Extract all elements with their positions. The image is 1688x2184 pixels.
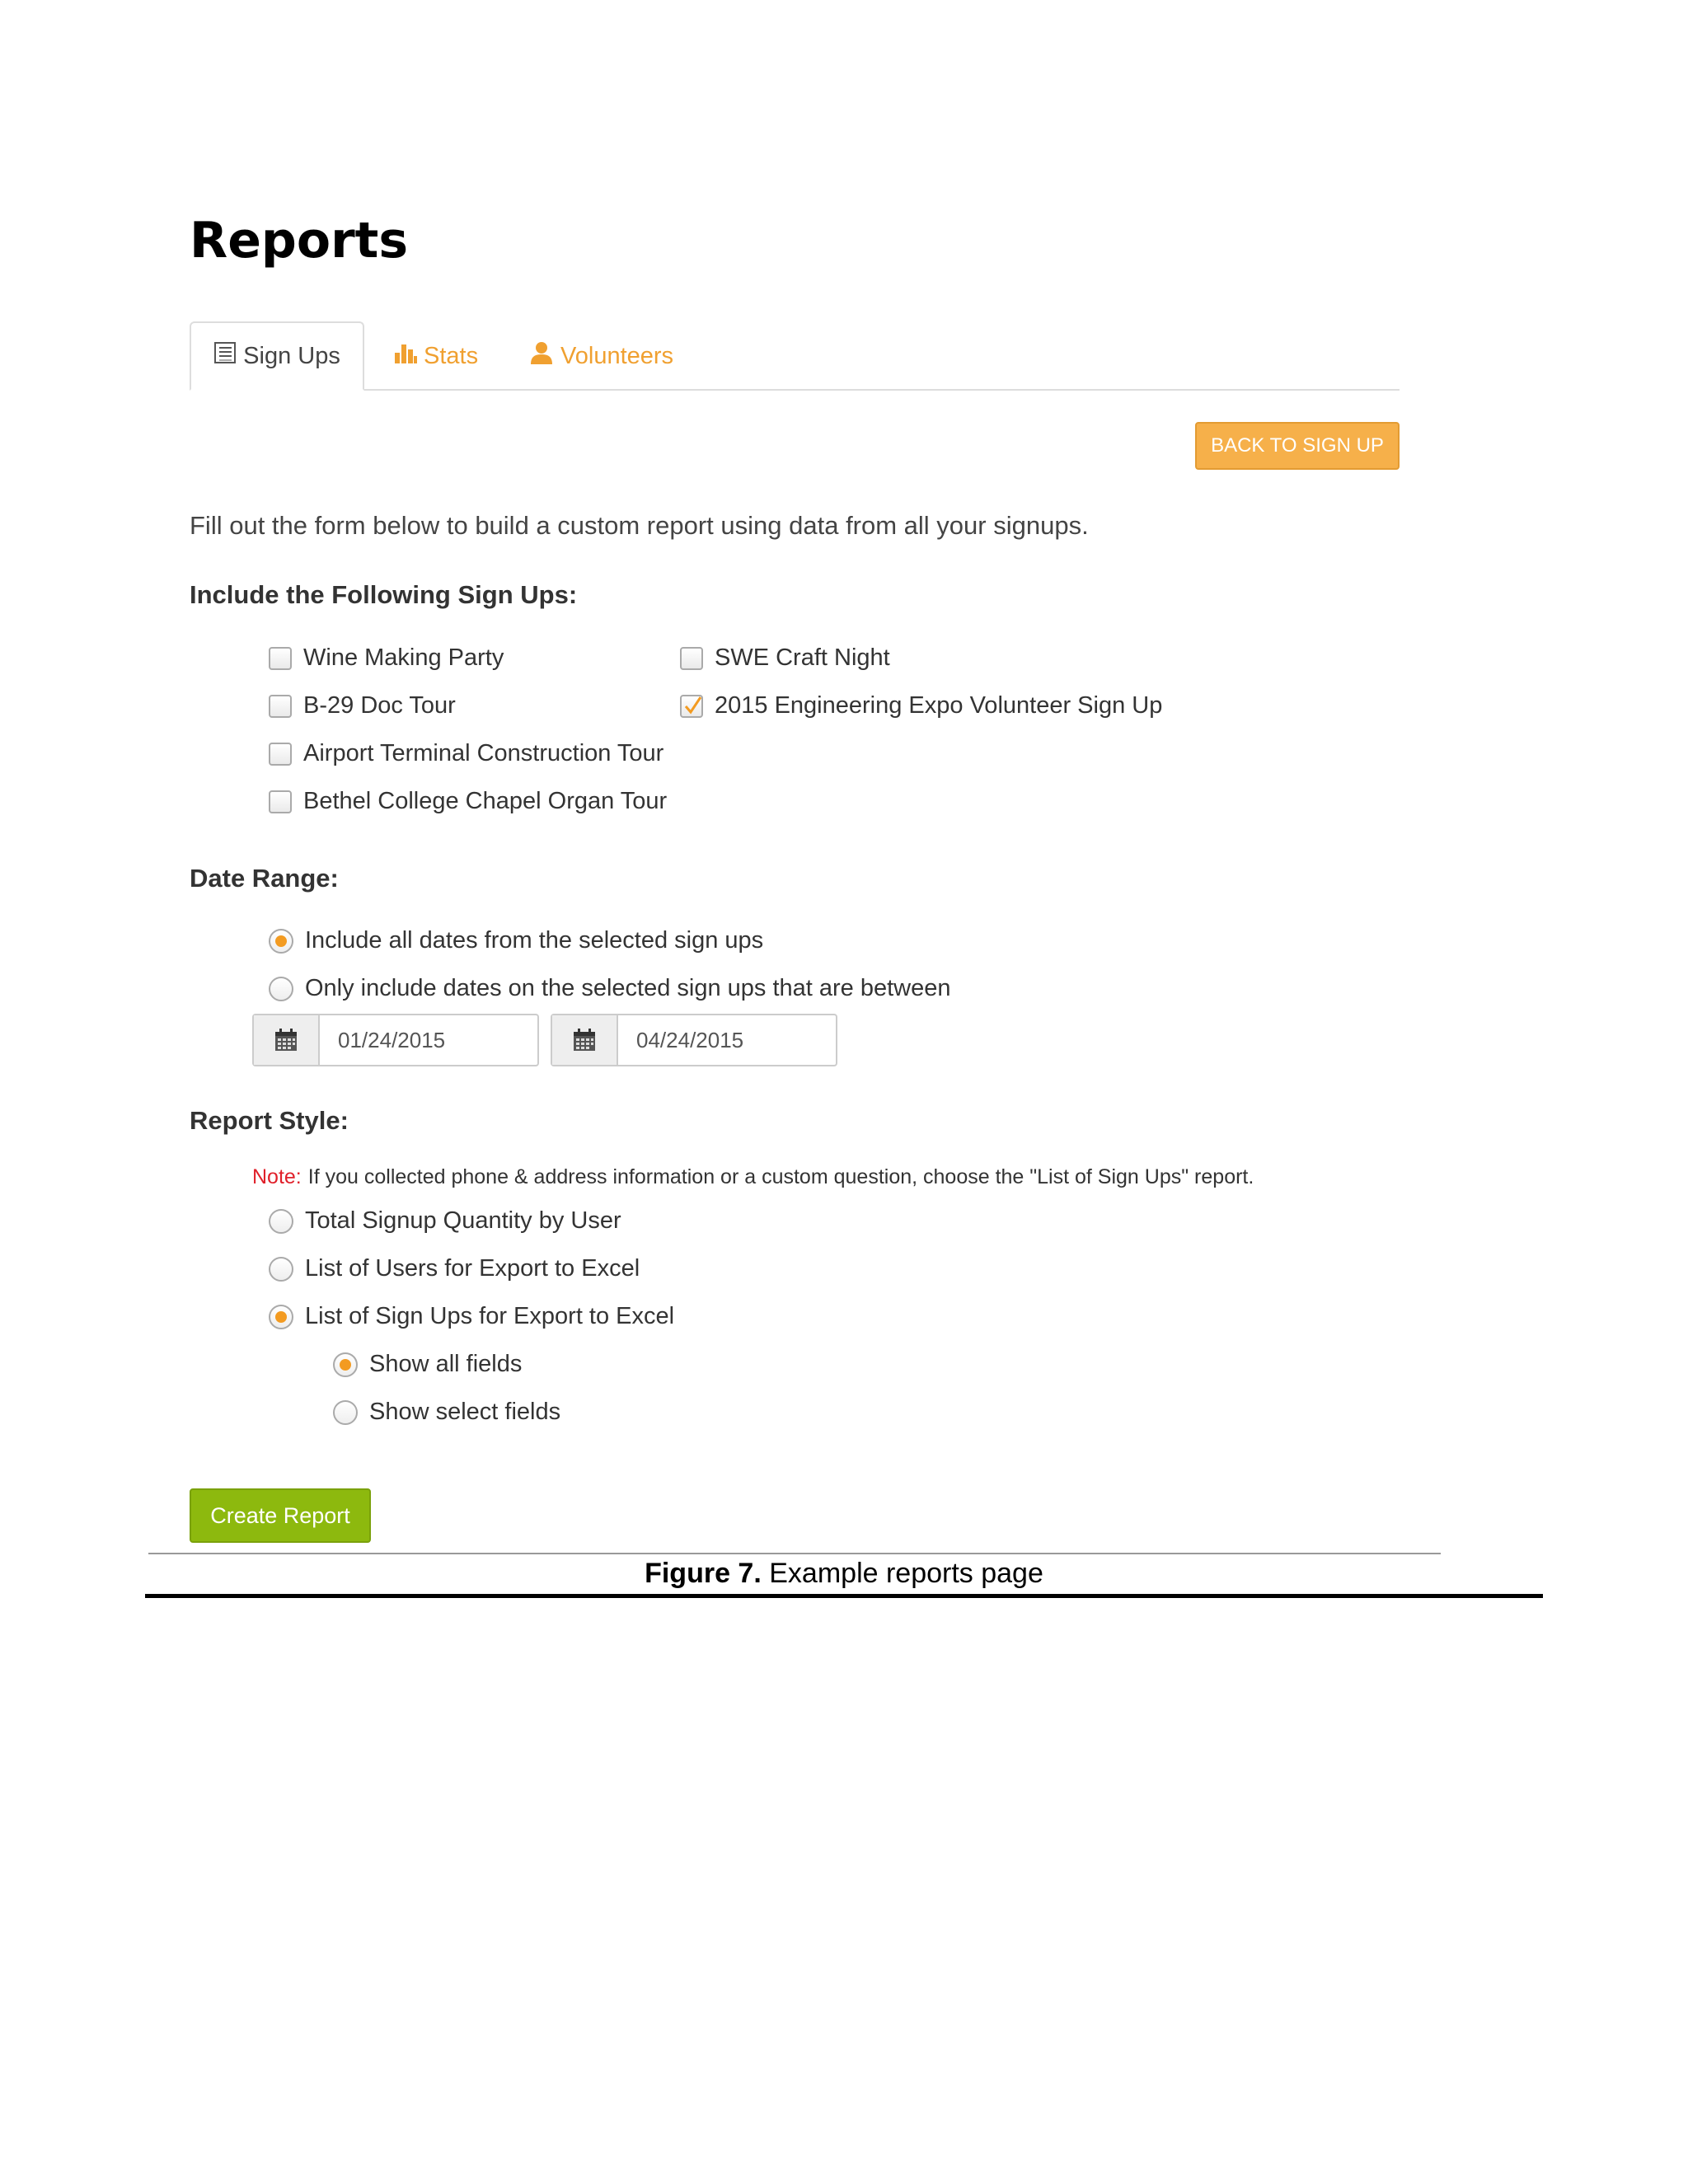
signup-checkbox-row[interactable] <box>269 740 663 767</box>
radio-button[interactable] <box>269 977 293 1001</box>
radio-label: List of Sign Ups for Export to Excel <box>305 1303 675 1329</box>
report-style-note <box>252 1165 1254 1189</box>
checkbox-label: 2015 Engineering Expo Volunteer Sign Up <box>715 692 1163 719</box>
tabs-divider <box>190 389 1400 391</box>
include-heading: Include the Following Sign Ups: <box>190 580 578 609</box>
checkbox[interactable] <box>680 647 703 670</box>
date-range-option[interactable] <box>269 927 763 954</box>
report-style-option[interactable] <box>269 1255 640 1282</box>
signup-checkbox-row[interactable] <box>269 644 504 672</box>
radio-button[interactable] <box>269 1209 293 1234</box>
signup-checkbox-row[interactable] <box>680 644 890 672</box>
radio-label: Show all fields <box>369 1351 523 1377</box>
figure-caption-text: Example reports page <box>769 1558 1043 1589</box>
report-style-heading: Report Style: <box>190 1106 349 1135</box>
signup-checkbox-row[interactable] <box>680 692 1162 719</box>
checkmark-icon <box>683 695 703 716</box>
figure-caption <box>0 1558 1688 1590</box>
checkbox[interactable] <box>269 790 292 813</box>
end-date-group <box>551 1014 837 1066</box>
checkbox[interactable] <box>269 743 292 766</box>
note-label: Note: <box>252 1165 302 1188</box>
field-option[interactable] <box>333 1351 522 1378</box>
radio-label: Total Signup Quantity by User <box>305 1207 621 1234</box>
checkbox[interactable] <box>269 695 292 718</box>
field-option[interactable] <box>333 1399 560 1426</box>
radio-button[interactable] <box>269 1257 293 1282</box>
checkbox-label: Bethel College Chapel Organ Tour <box>303 788 668 814</box>
bar-chart-icon <box>394 341 417 371</box>
intro-text: Fill out the form below to build a custom report using data from all your signups. <box>190 511 1089 540</box>
end-date-input[interactable] <box>618 1015 836 1065</box>
radio-label: Show select fields <box>369 1399 561 1425</box>
checkbox-label: Wine Making Party <box>303 644 504 671</box>
calendar-icon[interactable] <box>552 1015 618 1065</box>
checkbox[interactable] <box>269 647 292 670</box>
tab-sign-ups[interactable] <box>190 321 364 391</box>
report-style-option[interactable] <box>269 1303 674 1330</box>
checkbox-label: Airport Terminal Construction Tour <box>303 740 664 766</box>
start-date-group <box>252 1014 539 1066</box>
radio-label: List of Users for Export to Excel <box>305 1255 640 1282</box>
signup-checkbox-row[interactable] <box>269 788 667 815</box>
radio-button[interactable] <box>333 1400 358 1425</box>
figure-label: Figure 7. <box>645 1558 762 1589</box>
list-icon <box>213 341 237 371</box>
back-to-sign-up-button[interactable]: BACK TO SIGN UP <box>1195 422 1400 470</box>
signup-checkbox-row[interactable] <box>269 692 456 719</box>
tab-label: Volunteers <box>560 342 674 369</box>
report-style-option[interactable] <box>269 1207 621 1235</box>
radio-label: Only include dates on the selected sign ups that are between <box>305 975 951 1001</box>
figure-divider <box>148 1553 1441 1554</box>
date-range-heading: Date Range: <box>190 864 339 893</box>
create-report-button[interactable]: Create Report <box>190 1488 371 1543</box>
note-text: If you collected phone & address information or a custom question, choose the "List of Sign Ups" report. <box>307 1165 1254 1188</box>
page-title: Reports <box>190 212 409 269</box>
radio-button-selected[interactable] <box>269 929 293 954</box>
checkbox-label: B-29 Doc Tour <box>303 692 456 719</box>
figure-bottom-rule <box>145 1594 1543 1598</box>
calendar-icon[interactable] <box>254 1015 320 1065</box>
tab-stats[interactable] <box>394 321 478 391</box>
checkbox-label: SWE Craft Night <box>715 644 890 671</box>
tab-label: Sign Ups <box>243 342 340 369</box>
tab-label: Stats <box>424 342 479 369</box>
tab-volunteers[interactable] <box>529 321 673 391</box>
user-icon <box>529 340 554 372</box>
date-range-option[interactable] <box>269 975 951 1002</box>
radio-button-selected[interactable] <box>333 1352 358 1377</box>
radio-button-selected[interactable] <box>269 1305 293 1329</box>
checkbox-checked[interactable] <box>680 695 703 718</box>
start-date-input[interactable] <box>320 1015 537 1065</box>
radio-label: Include all dates from the selected sign ups <box>305 927 764 954</box>
